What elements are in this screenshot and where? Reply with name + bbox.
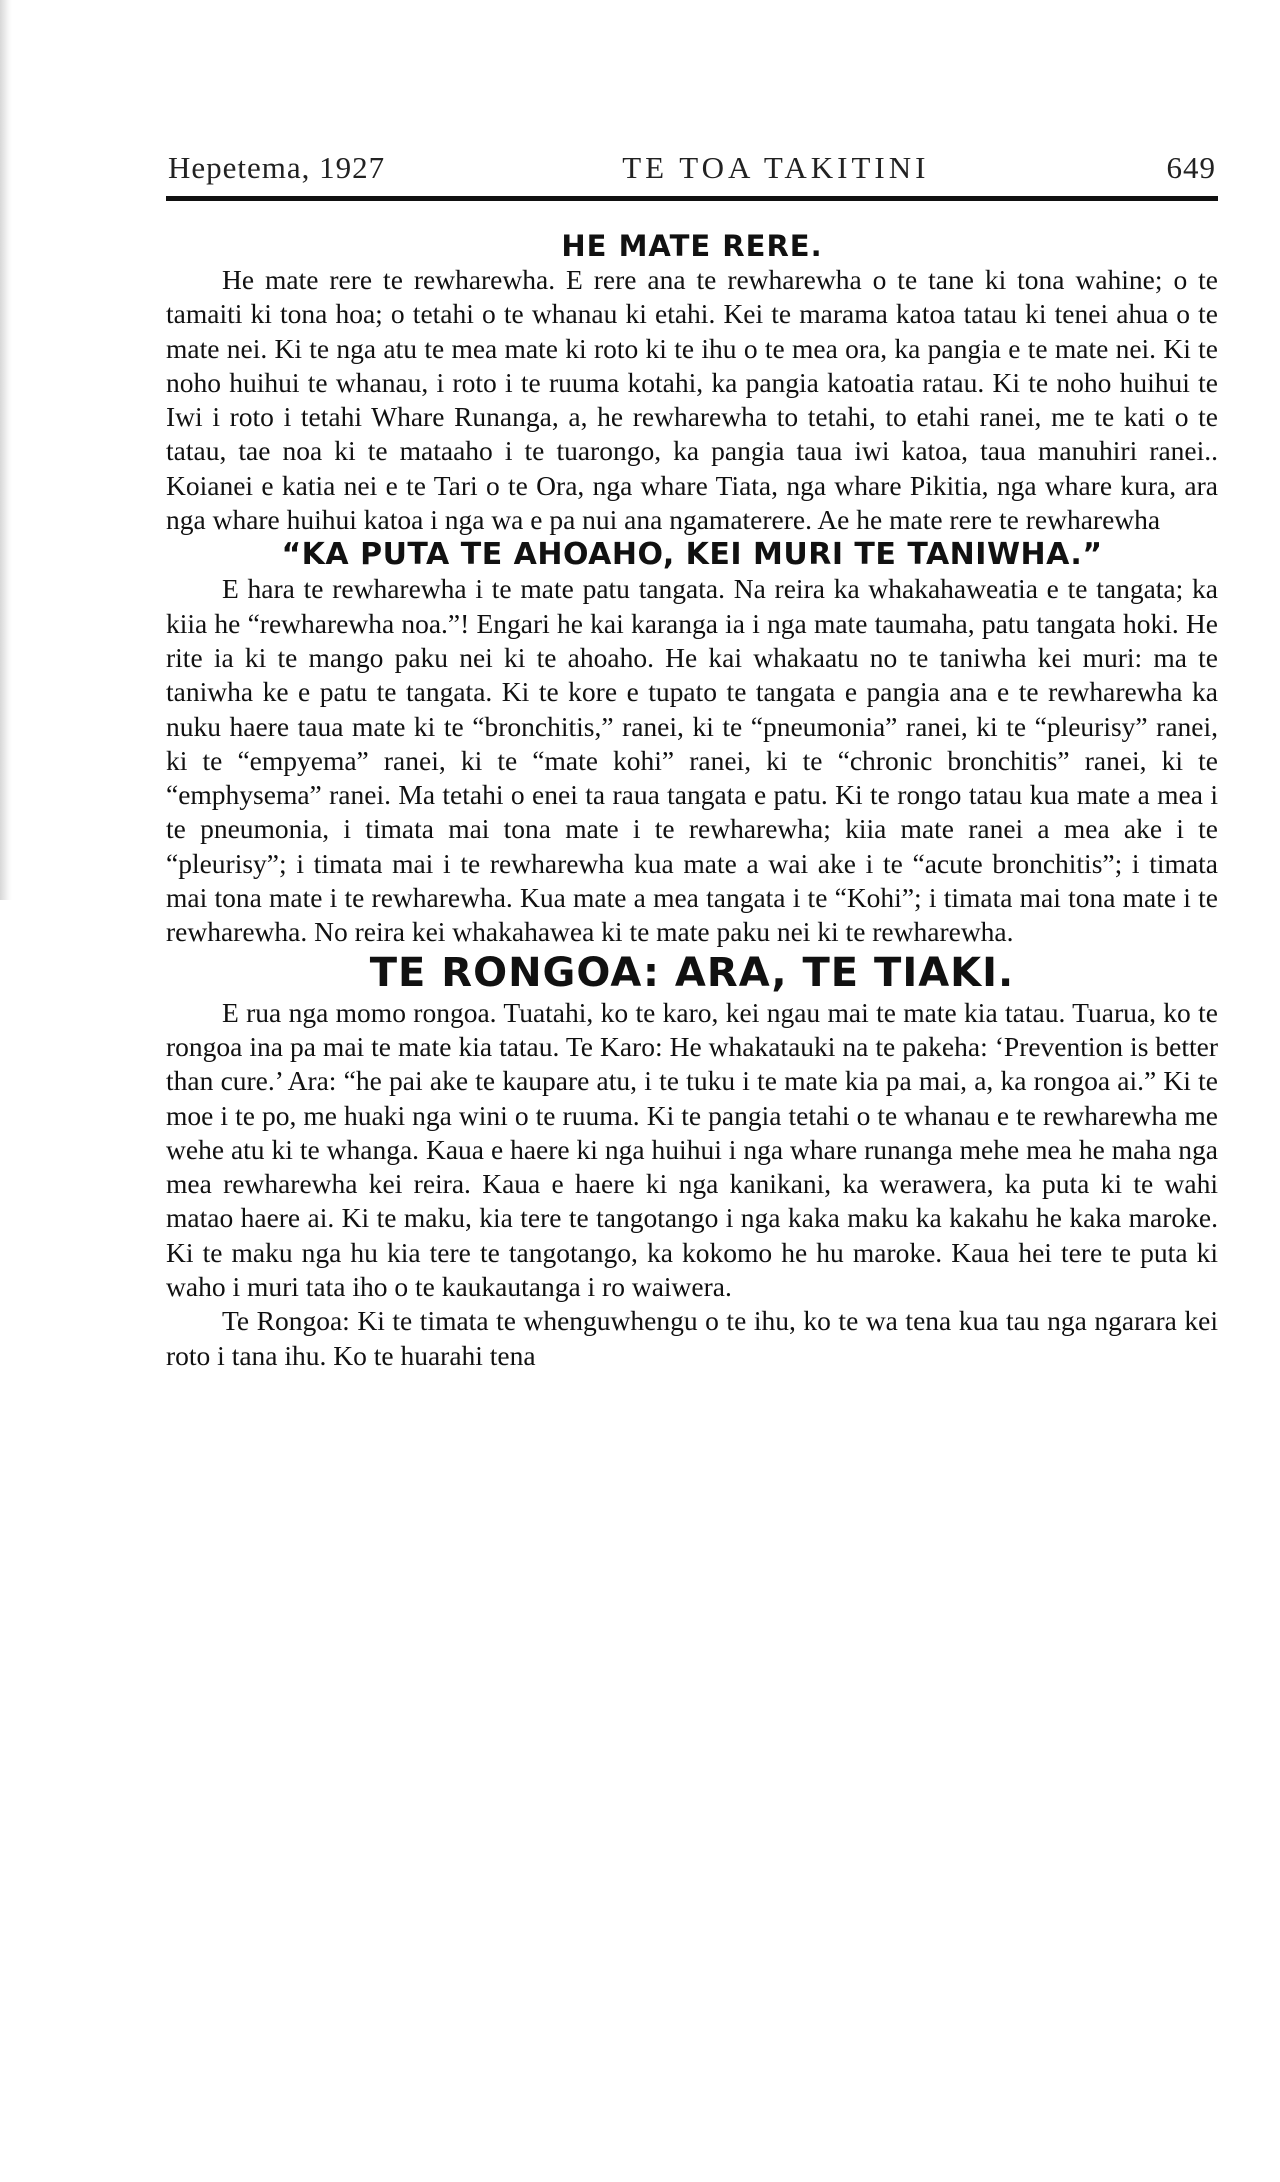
section-heading: TE RONGOA: ARA, TE TIAKI. <box>369 949 1015 996</box>
body-paragraph: E rua nga momo rongoa. Tuatahi, ko te karo, kei ngau mai te mate kia tatau. Tuarua, ko te rongoa ina pa mai te mate kia tatau. Te Karo: He whakatauki na te pakeha: ‘Prevention is better than cure.’ Ara: “he pai ake te kaupare atu, i te tuku i te mate kia pa mai, a, ka rongoa ai.” Ki te moe i te po, me huaki nga wini o te ruuma. Ki te pangia tetahi o te whanau e te rewharewha me wehe atu ki te whanga. Kaua e haere ki nga huihui i nga whare runanga mehe mea he maha nga mea rewharewha kei reira. Kaua e haere ki nga kanikani, ka werawera, ka puta ki te wahi matao haere ai. Ki te maku, kia tere te tangotango i nga kaka maku ka kakahu he kaka maroke. Ki te maku nga hu kia tere te tangotango, ka kokomo he hu maroke. Kaua hei tere te puta ki waho i muri tata iho o te kaukautanga i ro waiwera. <box>166 996 1218 1303</box>
body-paragraph: Te Rongoa: Ki te timata te whenguwhengu o te ihu, ko te wa tena kua tau nga ngarara kei roto i tana ihu. Ko te huarahi tena <box>166 1305 1218 1371</box>
header-page-number: 649 <box>1166 150 1216 185</box>
header-journal-title: TE TOA TAKITINI <box>622 150 930 185</box>
scan-margin-shadow <box>0 0 12 900</box>
body-paragraph: E hara te rewharewha i te mate patu tangata. Na reira ka whakahaweatia e te tangata; ka kiia he “rewharewha noa.”! Engari he kai karanga ia i nga mate taumaha, patu tangata hoki. He rite ia ki te mango paku nei ki te ahoaho. He kai whakaatu no te taniwha kei muri: ma te taniwha ke e patu te tangata. Ki te kore e tupato te tangata e pangia ana e te rewharewha ka nuku haere taua mate ki te “bronchitis,” ranei, ki te “pneumonia” ranei, ki te “pleurisy” ranei, ki te “empyema” ranei, ki te “mate kohi” ranei, ki te “chronic bronchitis” ranei, ki te “emphysema” ranei. Ma tetahi o enei ta raua tangata e patu. Ki te rongo tatau kua mate a mea i te pneumonia, i timata mai tona mate i te rewharewha; kiia mate ranei a mea ake i te “pleurisy”; i timata mai i te rewharewha kua mate a wai ake i te “acute bronchitis”; i timata mai tona mate i te rewharewha. Kua mate a mea tangata i te “Kohi”; i timata mai tona mate i te rewharewha. No reira kei whakahawea ki te mate paku nei ki te rewharewha. <box>166 573 1218 948</box>
section-ka-puta-te-ahoaho <box>166 537 1218 949</box>
section-heading: “KA PUTA TE AHOAHO, KEI MURI TE TANIWHA.” <box>281 537 1103 573</box>
section-heading: HE MATE RERE. <box>561 229 823 263</box>
section-he-mate-rere <box>166 229 1218 537</box>
header-divider <box>166 196 1218 201</box>
header-date: Hepetema, 1927 <box>168 150 386 185</box>
section-te-rongoa <box>166 950 1218 1373</box>
body-paragraph: He mate rere te rewharewha. E rere ana te rewharewha o te tane ki tona wahine; o te tamaiti ki tona hoa; o tetahi o te whanau ki etahi. Kei te marama katoa tatau ki tenei ahua o te mate nei. Ki te nga atu te mea mate ki roto ki te ihu o te mea ora, ka pangia e te mate nei. Ki te noho huihui te whanau, i roto i te ruuma kotahi, ka pangia katoatia ratau. Ki te noho huihui te Iwi i roto i tetahi Whare Runanga, a, he rewharewha to tetahi, to etahi ranei, me te kati o te tatau, tae noa ki te mataaho i te tuarongo, ka pangia taua iwi katoa, taua manuhiri ranei.. Koianei e katia nei e te Tari o te Ora, nga whare Tiata, nga whare Pikitia, nga whare kura, ara nga whare huihui katoa i nga wa e pa nui ana ngamaterere. Ae he mate rere te rewharewha <box>166 264 1218 536</box>
running-header <box>166 150 1218 186</box>
document-page <box>166 150 1218 1373</box>
